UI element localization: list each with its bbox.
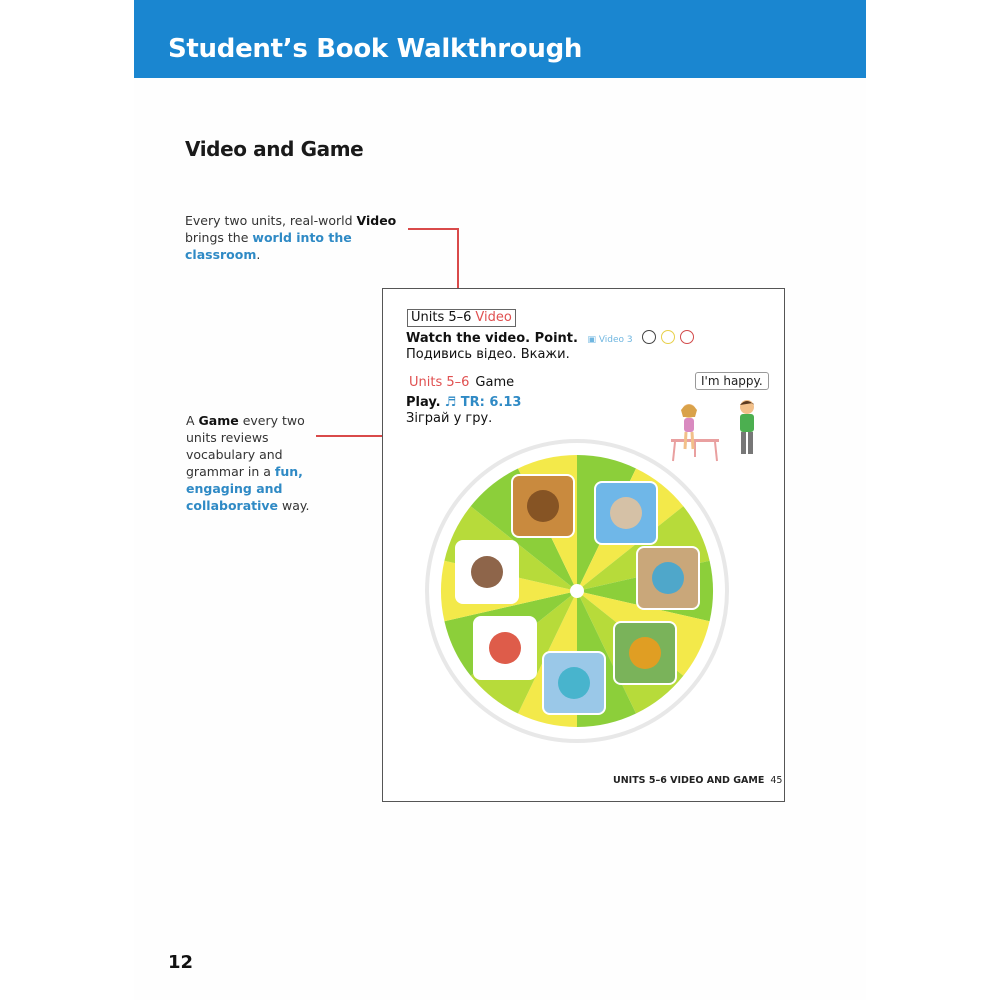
video-connector-h: [408, 228, 458, 230]
video-callout-text: Every two units, real-world: [185, 213, 357, 228]
video-connector-v: [457, 228, 459, 295]
header-title: Student’s Book Walkthrough: [168, 34, 583, 64]
game-callout-text: A: [186, 413, 199, 428]
toy-car-photo-subject: [652, 562, 684, 594]
watch-translation: Подивись відео. Вкажи.: [406, 347, 570, 362]
video-callout: [185, 212, 415, 263]
play-translation: Зіграй у гру.: [406, 411, 493, 426]
boy-with-sunglasses-photo-subject: [610, 497, 642, 529]
roast-chicken-photo-subject: [527, 490, 559, 522]
unit-label: Units 5–6: [411, 310, 472, 325]
girl-in-winter-hat-photo: [544, 653, 604, 713]
roast-chicken-photo: [513, 476, 573, 536]
footer-page-number: 45: [770, 775, 783, 786]
video-ref: ▣ Video 3: [587, 335, 633, 345]
happy-face-icon: [642, 330, 656, 344]
game-heading: [409, 375, 514, 390]
section-title: Video and Game: [185, 137, 364, 161]
sad-face-icon: [680, 330, 694, 344]
student-book-page: [382, 288, 785, 802]
fruit-bowl-photo-subject: [489, 632, 521, 664]
play-instruction: [406, 395, 521, 410]
game-callout: [186, 412, 336, 514]
orange-juice-photo: [615, 623, 675, 683]
unit-video-box: [407, 309, 516, 327]
page-number: 12: [168, 952, 194, 973]
book-page-footer: [613, 775, 782, 786]
speech-bubble: I'm happy.: [695, 372, 769, 390]
fruit-bowl-photo: [475, 618, 535, 678]
track-label: TR: 6.13: [460, 395, 522, 410]
game-unit-label: Units 5–6: [409, 375, 470, 390]
boy-with-book-photo-subject: [471, 556, 503, 588]
girl-in-winter-hat-photo-subject: [558, 667, 590, 699]
game-callout-text: every two units reviews vocabulary and grammar in a: [186, 413, 305, 479]
track-ref: ♬ TR: 6.13: [444, 395, 522, 410]
boy-with-book-photo: [457, 542, 517, 602]
game-label: Game: [475, 375, 515, 390]
footer-text: UNITS 5–6 VIDEO AND GAME: [613, 775, 765, 786]
game-callout-highlight: fun, engaging and collaborative: [186, 464, 303, 513]
video-callout-highlight: world into the classroom: [185, 230, 352, 262]
video-callout-text: .: [256, 247, 261, 262]
video-callout-text: brings the: [185, 230, 253, 245]
watch-instruction: [406, 330, 694, 346]
watch-text: Watch the video. Point.: [406, 331, 578, 346]
play-text: Play.: [406, 395, 441, 410]
neutral-face-icon: [661, 330, 675, 344]
video-ref-label: Video 3: [598, 335, 633, 345]
boy-with-sunglasses-photo: [596, 483, 656, 543]
video-callout-bold: Video: [356, 213, 397, 228]
game-callout-bold: Game: [198, 413, 239, 428]
video-tag: Video: [475, 310, 512, 325]
toy-car-photo: [638, 548, 698, 608]
orange-juice-photo-subject: [629, 637, 661, 669]
game-callout-text: way.: [278, 498, 310, 513]
